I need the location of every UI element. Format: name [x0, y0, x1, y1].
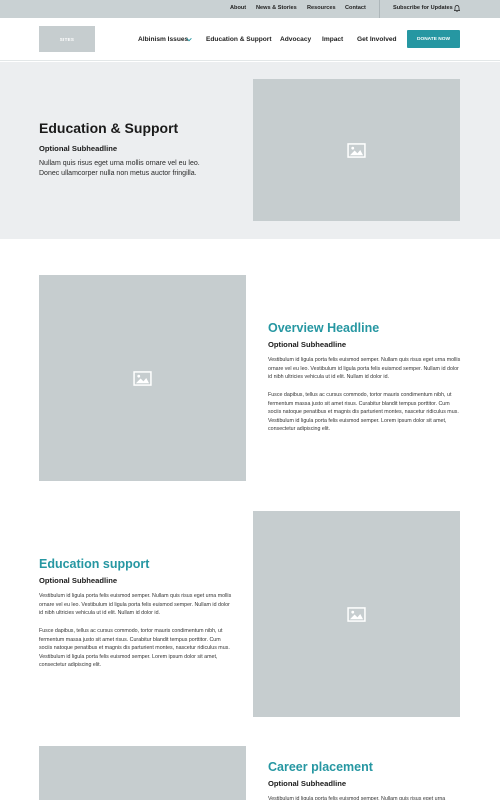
chevron-down-icon[interactable] — [186, 37, 192, 42]
overview-subheadline: Optional Subheadline — [268, 340, 347, 349]
utility-link-contact[interactable]: Contact — [345, 5, 366, 11]
education-support-image-placeholder — [253, 511, 460, 717]
career-placement-headline: Career placement — [268, 760, 373, 774]
education-support-subheadline: Optional Subheadline — [39, 576, 118, 585]
image-icon — [133, 371, 152, 386]
overview-image-placeholder — [39, 275, 246, 481]
education-support-headline: Education support — [39, 557, 150, 571]
utility-link-resources[interactable]: Resources — [307, 5, 336, 11]
overview-headline: Overview Headline — [268, 321, 380, 335]
nav-education-support[interactable]: Education & Support — [206, 36, 272, 43]
career-placement-paragraph-1: Vestibulum id ligula porta felis euismod semper. Nullam quis risus eget urna — [268, 796, 446, 800]
utility-link-about[interactable]: About — [230, 5, 247, 11]
career-placement-subheadline: Optional Subheadline — [268, 779, 347, 788]
overview-paragraph-2: Fusce dapibus, tellus ac cursus commodo, tortor mauris condimentum nibh, ut fermentum massa justo sit amet risus. Curabitur blandit tempus porttitor. Cum sociis natoque penatibus et magnis dis parturient montes, nascetur ridiculus mus. Vestibulum id ligula porta felis euismod semper. Lorem ipsum dolor sit amet, consectetur adipiscing elit. — [268, 392, 459, 432]
career-placement-image-placeholder — [39, 746, 246, 800]
donate-button[interactable]: DONATE NOW — [407, 30, 460, 48]
utility-divider — [379, 0, 380, 18]
utility-link-news-stories[interactable]: News & Stories — [256, 5, 297, 11]
subscribe-link[interactable]: Subscribe for Updates — [393, 5, 453, 11]
overview-paragraph-1: Vestibulum id ligula porta felis euismod semper. Nullam quis risus eget urna mollis ornare vel eu leo. Vestibulum id ligula porta felis euismod semper. Nullam id dolor id nibh ultricies vehicula ut id elit. Nullam id dolor id. — [268, 357, 461, 380]
main-header — [0, 18, 500, 61]
utility-bar — [0, 0, 500, 18]
image-icon — [347, 143, 366, 158]
hero-subheadline: Optional Subheadline — [39, 144, 118, 153]
hero-title: Education & Support — [39, 120, 179, 136]
image-icon — [347, 607, 366, 622]
nav-advocacy[interactable]: Advocacy — [280, 36, 312, 43]
nav-impact[interactable]: Impact — [322, 36, 344, 43]
hero-section — [0, 62, 500, 239]
nav-albinism-issues[interactable]: Albinism Issues — [138, 36, 189, 43]
hero-image-placeholder — [253, 79, 460, 221]
nav-get-involved[interactable]: Get Involved — [357, 36, 397, 43]
education-support-paragraph-1: Vestibulum id ligula porta felis euismod semper. Nullam quis risus eget urna mollis ornare vel eu leo. Vestibulum id ligula porta felis euismod semper. Nullam id dolor id nibh ultricies vehicula ut id elit. Nullam id dolor id. — [39, 593, 232, 616]
education-support-paragraph-2: Fusce dapibus, tellus ac cursus commodo, tortor mauris condimentum nibh, ut fermentum massa justo sit amet risus. Curabitur blandit tempus porttitor. Cum sociis natoque penatibus et magnis dis parturient montes, nascetur ridiculus mus. Vestibulum id ligula porta felis euismod semper. Lorem ipsum dolor sit amet, consectetur adipiscing elit. — [39, 628, 230, 668]
bell-icon[interactable] — [454, 5, 460, 12]
site-logo[interactable]: SITES — [39, 26, 95, 52]
hero-body-text: Nullam quis risus eget urna mollis ornare vel eu leo. Donec ullamcorper nulla non metus auctor fringilla. — [39, 160, 200, 178]
